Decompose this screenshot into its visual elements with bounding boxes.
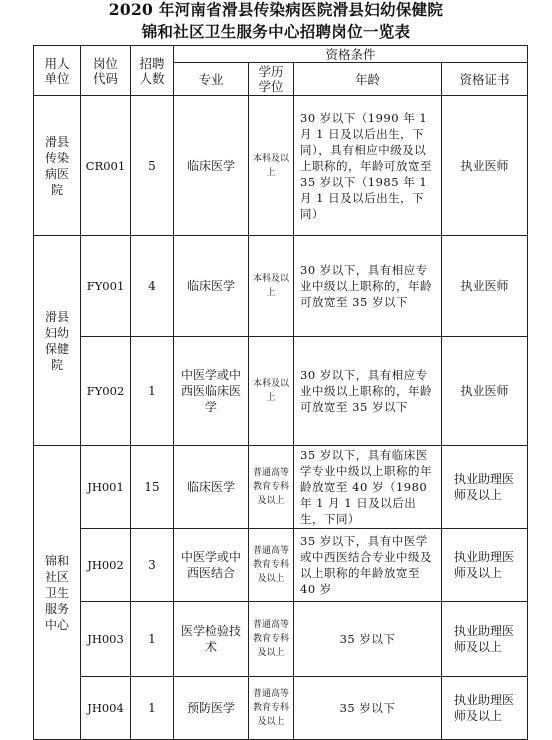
position-code-cell: JH001 xyxy=(81,446,131,529)
header-code: 岗位代码 xyxy=(81,46,131,96)
table-row xyxy=(34,337,528,446)
major-cell: 中医学或中西医临床医学 xyxy=(174,337,249,446)
major-cell: 临床医学 xyxy=(174,446,249,529)
table-row xyxy=(34,96,528,236)
degree-cell: 普通高等教育专科及以上 xyxy=(249,677,294,740)
position-code-cell: JH002 xyxy=(81,529,131,602)
header-age: 年龄 xyxy=(294,63,442,96)
certificate-cell: 执业助理医师及以上 xyxy=(442,529,528,602)
unit-name-cell: 锦和社区卫生服务中心 xyxy=(34,446,81,740)
table-row xyxy=(34,236,528,337)
table-row xyxy=(34,446,528,529)
certificate-cell: 执业医师 xyxy=(442,96,528,236)
headcount-cell: 1 xyxy=(131,602,174,677)
major-cell: 中医学或中西医结合 xyxy=(174,529,249,602)
major-cell: 预防医学 xyxy=(174,677,249,740)
age-cell: 35 岁以下，具有中医学或中西医结合专业中级及以上职称的年龄放宽至 40 岁 xyxy=(294,529,442,602)
table-row xyxy=(34,529,528,602)
headcount-cell: 15 xyxy=(131,446,174,529)
table-row xyxy=(34,677,528,740)
age-cell: 35 岁以下，具有临床医学专业中级以上职称的年龄放宽至 40 岁（1980 年 1 月 1 日及以后出生，下同） xyxy=(294,446,442,529)
unit-name-cell: 滑县妇幼保健院 xyxy=(34,236,81,446)
headcount-cell: 1 xyxy=(131,677,174,740)
degree-cell: 本科及以上 xyxy=(249,337,294,446)
headcount-cell: 4 xyxy=(131,236,174,337)
unit-name-cell: 滑县传染病医院 xyxy=(34,96,81,236)
header-certificate: 资格证书 xyxy=(442,63,528,96)
certificate-cell: 执业助理医师及以上 xyxy=(442,446,528,529)
header-unit: 用人单位 xyxy=(34,46,81,96)
degree-cell: 普通高等教育专科及以上 xyxy=(249,446,294,529)
major-cell: 医学检验技术 xyxy=(174,602,249,677)
header-count: 招聘人数 xyxy=(131,46,174,96)
header-major: 专业 xyxy=(174,63,249,96)
degree-cell: 普通高等教育专科及以上 xyxy=(249,529,294,602)
position-code-cell: FY002 xyxy=(81,337,131,446)
header-degree: 学历学位 xyxy=(249,63,294,96)
degree-cell: 普通高等教育专科及以上 xyxy=(249,602,294,677)
age-cell: 30 岁以下，具有相应专业中级以上职称的，年龄可放宽至 35 岁以下 xyxy=(294,337,442,446)
position-code-cell: FY001 xyxy=(81,236,131,337)
certificate-cell: 执业助理医师及以上 xyxy=(442,677,528,740)
certificate-cell: 执业助理医师及以上 xyxy=(442,602,528,677)
recruitment-table xyxy=(33,45,528,740)
age-cell: 35 岁以下 xyxy=(294,677,442,740)
document-title-line-1: 2020 年河南省滑县传染病医院滑县妇幼保健院 xyxy=(108,0,444,19)
major-cell: 临床医学 xyxy=(174,96,249,236)
headcount-cell: 5 xyxy=(131,96,174,236)
position-code-cell: JH004 xyxy=(81,677,131,740)
position-code-cell: JH003 xyxy=(81,602,131,677)
headcount-cell: 1 xyxy=(131,337,174,446)
position-code-cell: CR001 xyxy=(81,96,131,236)
age-cell: 30 岁以下，具有相应专业中级以上职称的，年龄可放宽至 35 岁以下 xyxy=(294,236,442,337)
certificate-cell: 执业医师 xyxy=(442,337,528,446)
degree-cell: 本科及以上 xyxy=(249,96,294,236)
degree-cell: 本科及以上 xyxy=(249,236,294,337)
document-title-line-2: 锦和社区卫生服务中心招聘岗位一览表 xyxy=(141,22,411,41)
age-cell: 35 岁以下 xyxy=(294,602,442,677)
headcount-cell: 3 xyxy=(131,529,174,602)
header-qualifications: 资格条件 xyxy=(174,46,528,63)
certificate-cell: 执业医师 xyxy=(442,236,528,337)
table-row xyxy=(34,602,528,677)
major-cell: 临床医学 xyxy=(174,236,249,337)
age-cell: 30 岁以下（1990 年 1 月 1 日及以后出生，下同），具有相应中级及以上职称的，年龄可放宽至 35 岁以下（1985 年 1 月 1 日及以后出生，下同） xyxy=(294,96,442,236)
